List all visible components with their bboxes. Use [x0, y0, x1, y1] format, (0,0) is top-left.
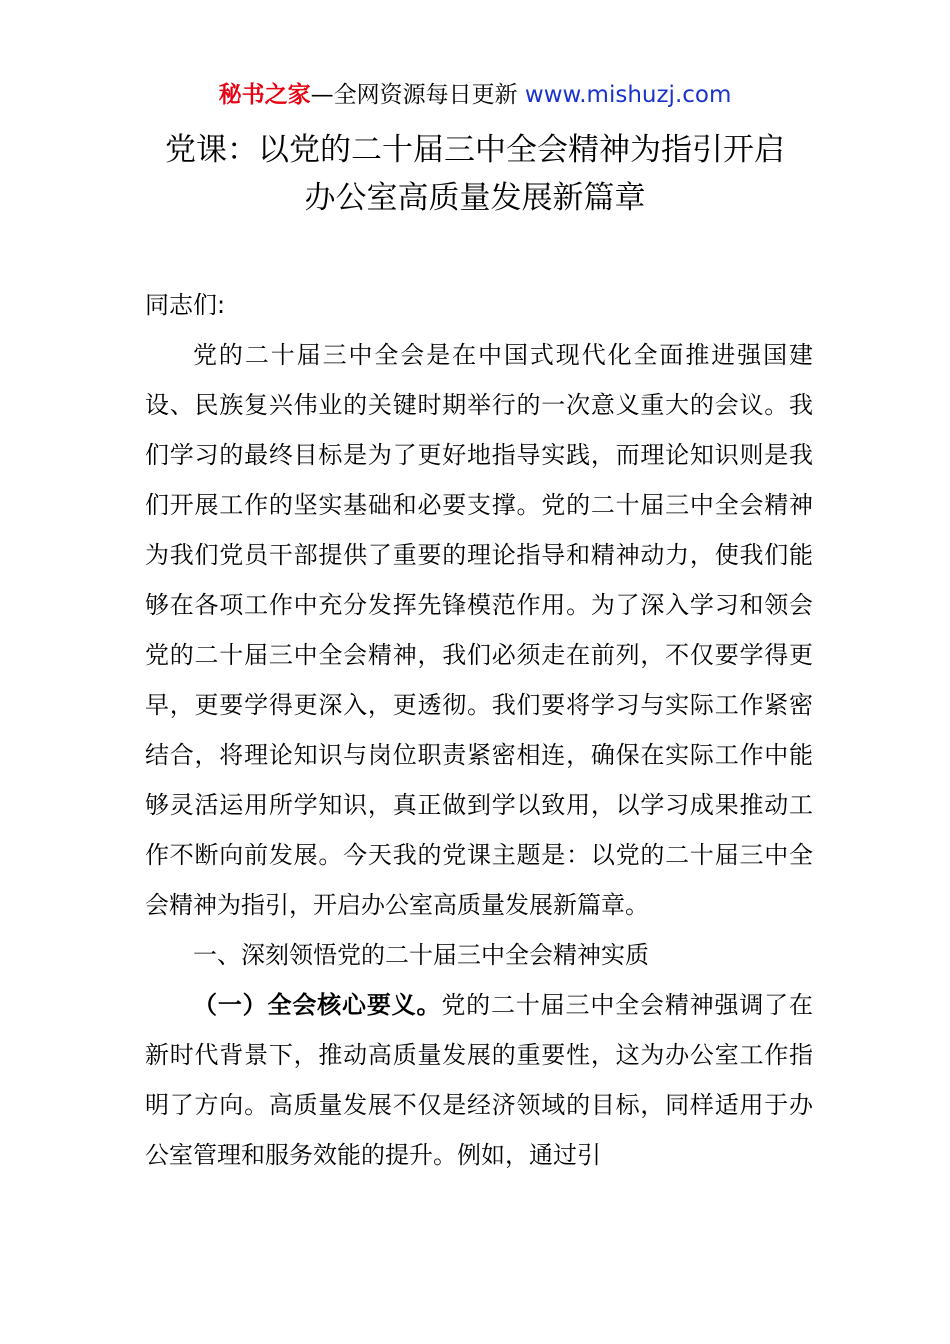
title-line-1: 党课：以党的二十届三中全会精神为指引开启	[165, 132, 785, 168]
site-name: 秘书之家	[218, 82, 311, 108]
site-header	[0, 78, 950, 112]
salutation: 同志们:	[145, 291, 226, 319]
document-body	[145, 280, 813, 1180]
intro-paragraph: 党的二十届三中全会是在中国式现代化全面推进强国建设、民族复兴伟业的关键时期举行的一次意义重大的会议。我们学习的最终目标是为了更好地指导实践，而理论知识则是我们开展工作的坚实基础和必要支撑。党的二十届三中全会精神为我们党员干部提供了重要的理论指导和精神动力，使我们能够在各项工作中充分发挥先锋模范作用。为了深入学习和领会党的二十届三中全会精神，我们必须走在前列，不仅要学得更早，更要学得更深入，更透彻。我们要将学习与实际工作紧密结合，将理论知识与岗位职责紧密相连，确保在实际工作中能够灵活运用所学知识，真正做到学以致用，以学习成果推动工作不断向前发展。今天我的党课主题是：以党的二十届三中全会精神为指引，开启办公室高质量发展新篇章。	[145, 341, 813, 919]
subsection-heading-1: （一）全会核心要义。	[193, 991, 442, 1019]
site-slogan: —全网资源每日更新	[310, 82, 525, 108]
title-line-2: 办公室高质量发展新篇章	[304, 180, 646, 216]
subsection-paragraph-1	[145, 980, 813, 1180]
site-url-link[interactable]: www.mishuzj.com	[524, 82, 732, 108]
document-title	[0, 126, 950, 222]
subsection-text-1: 党的二十届三中全会精神强调了在新时代背景下，推动高质量发展的重要性，这为办公室工作指明了方向。高质量发展不仅是经济领域的目标，同样适用于办公室管理和服务效能的提升。例如，通过引	[145, 991, 814, 1169]
section-heading-1: 一、深刻领悟党的二十届三中全会精神实质	[193, 941, 649, 969]
